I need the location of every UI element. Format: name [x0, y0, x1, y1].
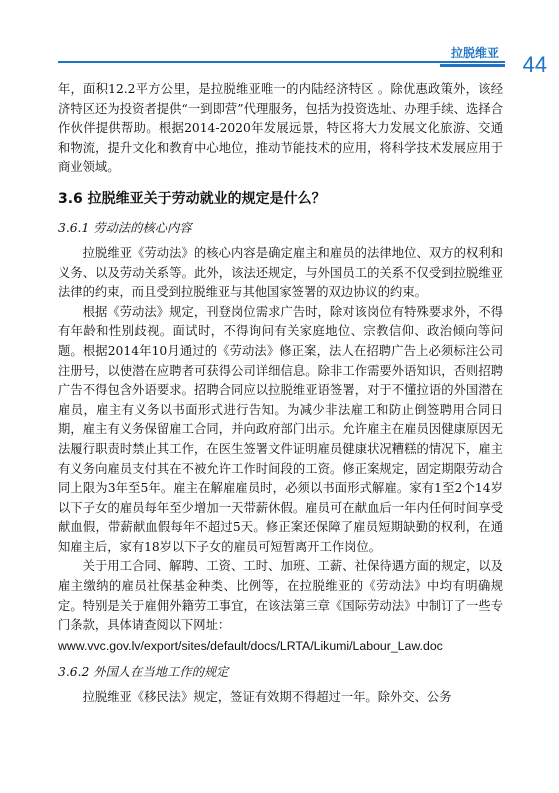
paragraph-immigration-law: 拉脱维亚《移民法》规定，签证有效期不得超过一年。除外交、公务	[82, 689, 452, 704]
labour-law-url[interactable]: www.vvc.gov.lv/export/sites/default/docs/LRTA/Likumi/Labour_Law.doc	[58, 638, 443, 653]
running-header-title: 拉脱维亚	[450, 46, 499, 60]
page-number: 44	[522, 52, 547, 77]
subsection-heading-3-6-1: 3.6.1 劳动法的核心内容	[58, 220, 192, 235]
intro-paragraph: 年，面积12.2平方公里，是拉脱维亚唯一的内陆经济特区 。除优惠政策外，该经济特区还为投资者提供“一到即营”代理服务，包括为投资选址、办理手续、选择合作伙伴提供帮助。根据2014-2020年发展远景，特区将大力发展文化旅游、交通和物流，提升文化和教育中心地位，推动节能技术的应用，将科学技术发展应用于商业领域。	[58, 82, 503, 175]
paragraph-labor-law-rules: 根据《劳动法》规定，刊登岗位需求广告时，除对该岗位有特殊要求外，不得有年龄和性别歧视。面试时，不得询问有关家庭地位、宗教信仰、政治倾向等问题。根据2014年10月通过的《劳动法》修正案，法人在招聘广告上必须标注公司注册号，以使潜在应聘者可获得公司详细信息。除非工作需要外语知识，否则招聘广告不得包含外语要求。招聘合同应以拉脱维亚语签署，对于不懂拉语的外国潜在雇员，雇主有义务以书面形式进行告知。为减少非法雇工和防止倒签聘用合同日期，雇主有义务保留雇工合同，并向政府部门出示。允许雇主在雇员因健康原因无法履行职责时禁止其工作，在医生签署文件证明雇员健康状况糟糕的情况下，雇主有义务向雇员支付其在不被允许工作时间段的工资。修正案规定，固定期限劳动合同上限为3年至5年。雇主在解雇雇员时，必须以书面形式解雇。家有1至2个14岁以下子女的雇员每年至少增加一天带薪休假。雇员可在献血后一年内任何时间享受献血假，带薪献血假每年不超过5天。修正案还保障了雇员短期缺勤的权利，在通知雇主后，家有18岁以下子女的雇员可短暂离开工作岗位。	[58, 304, 503, 554]
header-rule	[58, 61, 505, 63]
paragraph-core-content: 拉脱维亚《劳动法》的核心内容是确定雇主和雇员的法律地位、双方的权利和义务、以及劳动关系等。此外，该法还规定，与外国员工的关系不仅受到拉脱维亚法律的约束，而且受到拉脱维亚与其他国家签署的双边协议的约束。	[58, 245, 503, 300]
subsection-heading-3-6-2: 3.6.2 外国人在当地工作的规定	[58, 664, 229, 679]
header-accent-rule	[440, 64, 505, 67]
page-body	[58, 80, 503, 707]
page-header	[0, 0, 559, 80]
section-heading-3-6: 3.6 拉脱维亚关于劳动就业的规定是什么？	[58, 190, 326, 207]
paragraph-contract-rules: 关于用工合同、解聘、工资、工时、加班、工薪、社保待遇方面的规定，以及雇主缴纳的雇员社保基金种类、比例等，在拉脱维亚的《劳动法》中均有明确规定。特别是关于雇佣外籍劳工事宜，在该法第三章《国际劳动法》中制订了一些专门条款，具体请查阅以下网址：	[58, 559, 503, 633]
